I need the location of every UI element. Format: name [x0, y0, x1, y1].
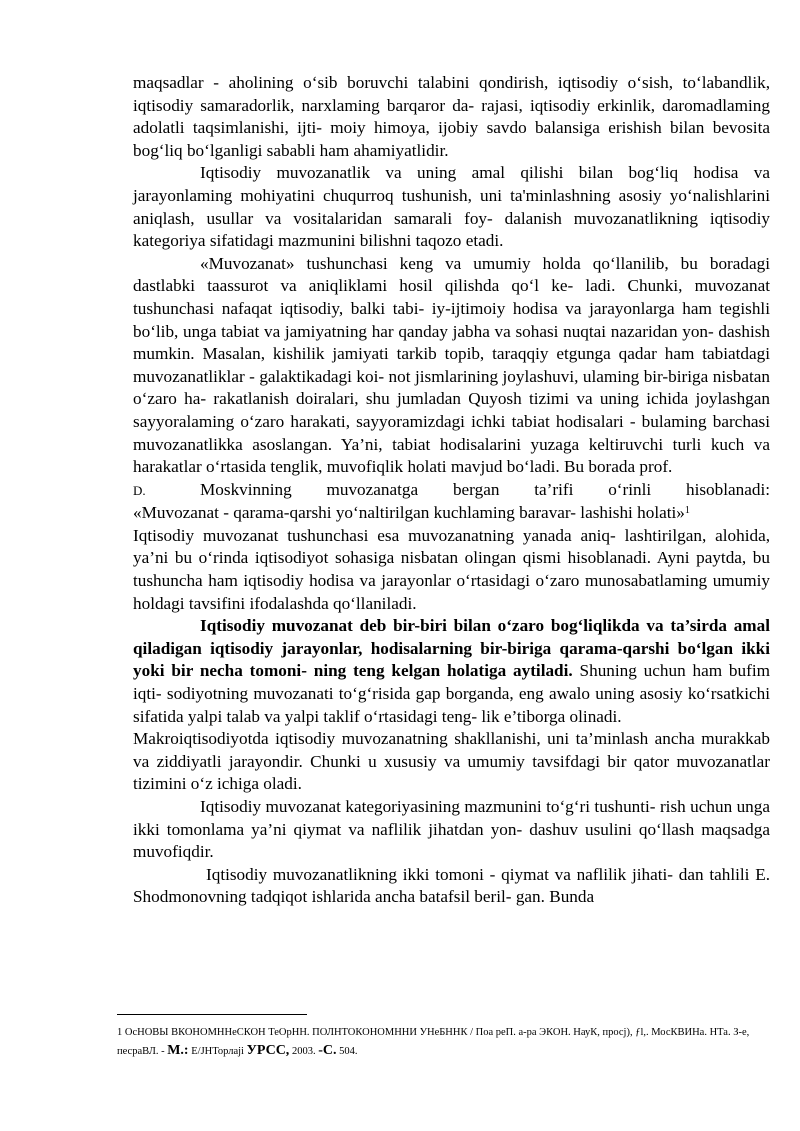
footnote-page: 504. [339, 1046, 358, 1057]
paragraph-6: Iqtisodiy muvozanat tushunchasi esa muvozanatning yanada aniq- lashtirilgan, alohida, ya’ni bu o‘rinda iqtisodiyot sohasiga nisbatan olingan qismi hisoblanadi. Ayni paytda, bu tushuncha ham iqtisodiy hodisa va jarayonlar o‘rtasidagi o‘zaro munosabatlaming umumiy holdagi tavsifini ifodalashda qo‘llaniladi. [133, 525, 770, 613]
footnote-upcc: УРСС, [246, 1043, 290, 1058]
paragraph-8: Makroiqtisodiyotda iqtisodiy muvozanatning shakllanishi, uni ta’minlash ancha murakkab va ziddiyatli jarayondir. Chunki u xususiy va umumiy tavsifdagi bir qator muvozanatlar tizimini o‘z ichiga oladi. [133, 729, 770, 794]
paragraph-9: Iqtisodiy muvozanat kategoriyasining mazmunini to‘g‘ri tushunti- rish uchun unga ikki tomonlama ya’ni qiymat va naflilik jihatdan yon- dashuv usulini qo‘llash maqsadga muvofiqdir. [133, 797, 770, 862]
paragraph-3: «Muvozanat» tushunchasi keng va umumiy holda qo‘llanilib, bu boradagi dastlabki taassurot va aniqliklami hosil qilishda qo‘l ke- ladi. Chunki, muvozanat tushunchasi nafaqat iqtisodiy, balki tabi- iy-ijtimoiy hodisa va jarayonlarga ham tegishli bo‘lib, unga tabiat va jamiyatning har qanday jabha va sohasi nuqtai nazaridan yon- dashish mumkin. Masalan, kishilik jamiyati tarkib topib, taraqqiy etgunga qadar ham tabiatdagi muvozanatliklar - galaktikadagi koi- not jismlarining joylashuvi, ulaming bir-biriga nisbatan o‘zaro ha- rakatlanish doiralari, shu jumladan Quyosh tizimi va uning ichida joylashgan sayyoralaming o‘zaro harakati, sayyoramizdagi ichki tabiat hodisalari - bulaming barchasi muvozanatlikka asoslangan. Ya’ni, tabiat hodisalarini yuzaga keltiruvchi turli kuch va harakatlar o‘rtasida tenglik, muvofiqlik holati mavjud bo‘ladi. Bu borada prof. [133, 253, 770, 477]
footnote-c: -С. [318, 1043, 337, 1058]
paragraph-4 [133, 479, 770, 503]
paragraph-10: Iqtisodiy muvozanatlikning ikki tomoni - qiymat va naflilik jihati- dan tahlili E. Shodmonovning tadqiqot ishlarida ancha batafsil beril- gan. Bunda [133, 864, 770, 907]
footnote-year: 2003. [291, 1046, 316, 1057]
paragraph-2: Iqtisodiy muvozanatlik va uning amal qilishi bilan bog‘liq hodisa va jarayonlaming mohiyatini chuqurroq tushunish, uni ta'minlashning asosiy yo‘nalishlarini aniqlash, usullar va vositalaridan samarali foy- dalanish muvozanatlikning iqtisodiy kategoriya sifatidagi mazmunini bilishni taqozo etadi. [133, 163, 770, 251]
paragraph-5 [133, 502, 770, 525]
paragraph-4-text: Moskvinning muvozanatga bergan ta’rifi o‘rinli hisoblanadi: [200, 479, 770, 499]
initial-d: D. [133, 482, 146, 498]
footnote-m: M.: [167, 1043, 189, 1058]
paragraph-7-text: Shuning uchun ham bufim iqti- sodiyotning muvozanati to‘g‘risida gap borganda, eng awalo uning asosiy ko‘rsatkichi sifatida yalpi talab va yalpi taklif o‘rtasidagi teng- lik e’tiborga olinadi. [133, 661, 770, 726]
definition-bold: Iqtisodiy muvozanat deb bir-biri bilan o‘zaro bog‘liqlikda va ta’sirda amal qiladigan iqtisodiy jarayonlar, hodisalarning bir-biriga qarama-qarshi bo‘lgan ikki yoki bir necha tomoni- ning teng kelgan holatiga aytiladi. [133, 616, 770, 681]
definition-quote: «Muvozanat - qarama-qarshi yo‘naltirilgan kuchlaming baravar- lashishi holati» [133, 503, 685, 523]
footnote-line1: 1 ОсНОВЫ ВКОНОМННеСКОН ТеОрНН. ПОЛНТОКОНОМННИ УНеБННК / Поа реП. а-ра ЭКОН. НауК, просј), ƒl,. МосКВИНа. НТа. З-е, песраВЛ. - [117, 1027, 750, 1057]
paragraph-7 [133, 615, 770, 728]
footnote-ref[interactable]: 1 [684, 505, 690, 517]
footnote-mid: E/JНТорлајі [191, 1046, 244, 1057]
paragraph-1: maqsadlar - aholining o‘sib boruvchi talabini qondirish, iqtisodiy o‘sish, to‘labandlik, iqtisodiy samaradorlik, narxlaming barqaror da- rajasi, iqtisodiy erkinlik, daromadlaming adolatli taqsimlanishi, ijti- moiy himoya, ijobiy savdo balansiga erishish bilan bevosita bog‘liq bo‘lganligi sababli ham ahamiyatlidir. [133, 73, 770, 160]
footnote-rule [117, 1014, 307, 1015]
document-body [133, 72, 770, 909]
footnote [117, 1024, 777, 1061]
